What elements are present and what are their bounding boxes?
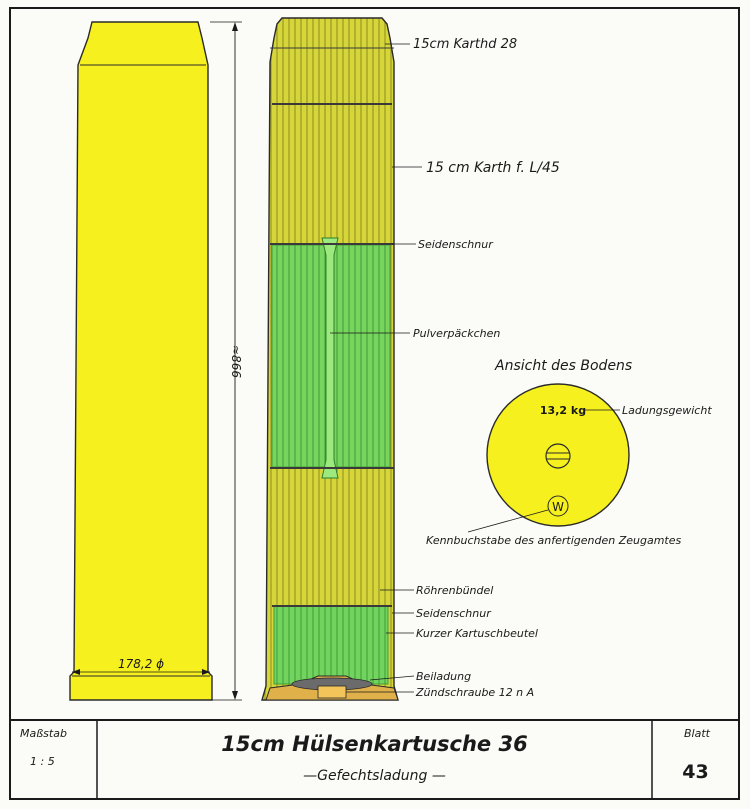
base-letter: W <box>552 500 564 514</box>
drawing-title: 15cm Hülsenkartusche 36 <box>221 732 528 756</box>
length-label: ≈866 <box>229 345 243 378</box>
short-cartridge-bag <box>274 606 388 684</box>
scale-label: Maßstab <box>20 727 67 740</box>
sheet-label: Blatt <box>684 727 710 740</box>
scale-value: 1 : 5 <box>30 755 55 768</box>
base-view <box>426 358 712 547</box>
label-roehrenbuendel: Röhrenbündel <box>416 584 494 597</box>
drawing-subtitle: —Gefechtsladung — <box>303 768 446 784</box>
sheet-number: 43 <box>682 761 709 783</box>
diameter-label: 178,2 ϕ <box>118 657 165 671</box>
sectional-view <box>262 18 398 700</box>
exterior-view <box>70 22 212 700</box>
label-karthd: 15cm Karthd 28 <box>413 37 518 52</box>
weight-label: Ladungsgewicht <box>622 404 712 417</box>
primer-circle <box>546 444 570 468</box>
label-beiladung: Beiladung <box>416 670 472 683</box>
cartridge-exterior <box>70 22 212 700</box>
letter-label: Kennbuchstabe des anfertigenden Zeugamtes <box>426 534 682 547</box>
label-pulverpaeckchen: Pulverpäckchen <box>413 327 501 340</box>
label-seidenschnur-lower: Seidenschnur <box>416 607 491 620</box>
primer-screw <box>318 686 346 698</box>
label-kurzer-kartuschbeutel: Kurzer Kartuschbeutel <box>416 627 538 640</box>
label-seidenschnur-upper: Seidenschnur <box>418 238 493 251</box>
base-weight: 13,2 kg <box>539 404 587 417</box>
label-karth-fl: 15 cm Karth f. L/45 <box>426 160 560 176</box>
label-zuendschraube: Zündschraube 12 n A <box>416 686 535 699</box>
length-dimension <box>210 22 243 700</box>
base-view-title: Ansicht des Bodens <box>495 358 633 374</box>
